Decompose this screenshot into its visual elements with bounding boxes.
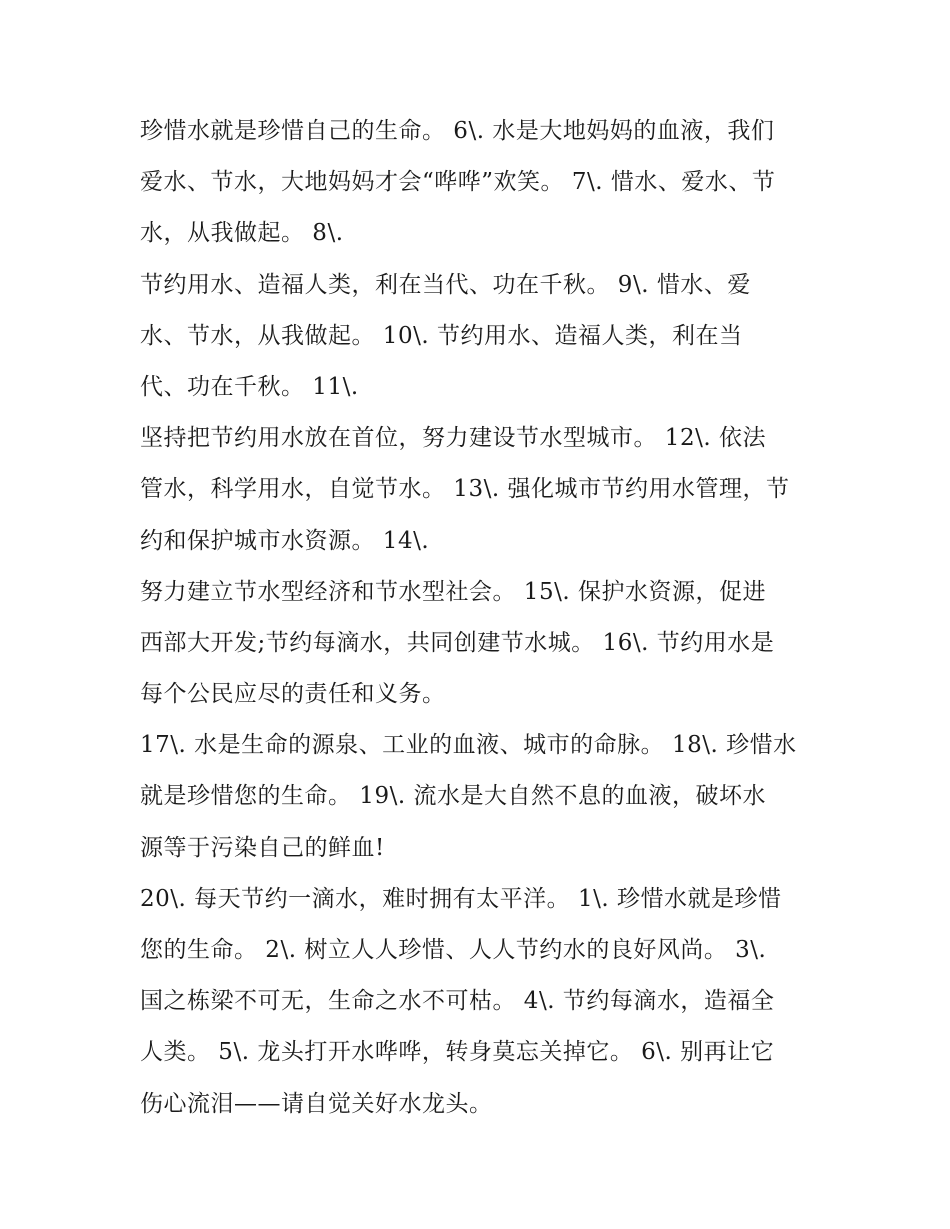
text-line: 坚持把节约用水放在首位，努力建设节水型城市。 12\. 依法 [140, 425, 766, 452]
text-line: 珍惜水就是珍惜自己的生命。 6\. 水是大地妈妈的血液，我们 [140, 118, 775, 144]
text-line: 每个公民应尽的责任和义务。 [140, 681, 446, 708]
text-line: 水，从我做起。 8\. [140, 220, 344, 247]
text-line: 代、功在千秋。 11\. [140, 373, 359, 400]
text-line: 20\. 每天节约一滴水，难时拥有太平洋。 1\. 珍惜水就是珍惜 [140, 885, 782, 912]
text-line: 您的生命。 2\. 树立人人珍惜、人人节约水的良好风尚。 3\. [140, 937, 767, 963]
text-line: 约和保护城市水资源。 14\. [140, 527, 430, 554]
text-line: 努力建立节水型经济和节水型社会。 15\. 保护水资源，促进 [140, 578, 766, 605]
text-line: 源等于污染自己的鲜血! [140, 834, 385, 861]
text-line: 就是珍惜您的生命。 19\. 流水是大自然不息的血液，破坏水 [140, 783, 766, 810]
document-body [140, 106, 820, 1130]
text-line: 国之栋梁不可无，生命之水不可枯。 4\. 节约每滴水，造福全 [140, 988, 775, 1015]
text-line: 水、节水，从我做起。 10\. 节约用水、造福人类，利在当 [140, 322, 743, 349]
text-line: 17\. 水是生命的源泉、工业的血液、城市的命脉。 18\. 珍惜水 [140, 732, 797, 759]
text-line: 人类。 5\. 龙头打开水哗哗，转身莫忘关掉它。 6\. 别再让它 [140, 1039, 775, 1066]
text-line: 西部大开发;节约每滴水，共同创建节水城。 16\. 节约用水是 [140, 629, 775, 656]
text-line: 管水，科学用水，自觉节水。 13\. 强化城市节约用水管理，节 [140, 476, 790, 503]
text-line: 节约用水、造福人类，利在当代、功在千秋。 9\. 惜水、爱 [140, 271, 751, 298]
text-line: 爱水、节水，大地妈妈才会“哗哗”欢笑。 7\. 惜水、爱水、节 [140, 169, 776, 196]
text-line: 伤心流泪——请自觉关好水龙头。 [140, 1090, 493, 1117]
